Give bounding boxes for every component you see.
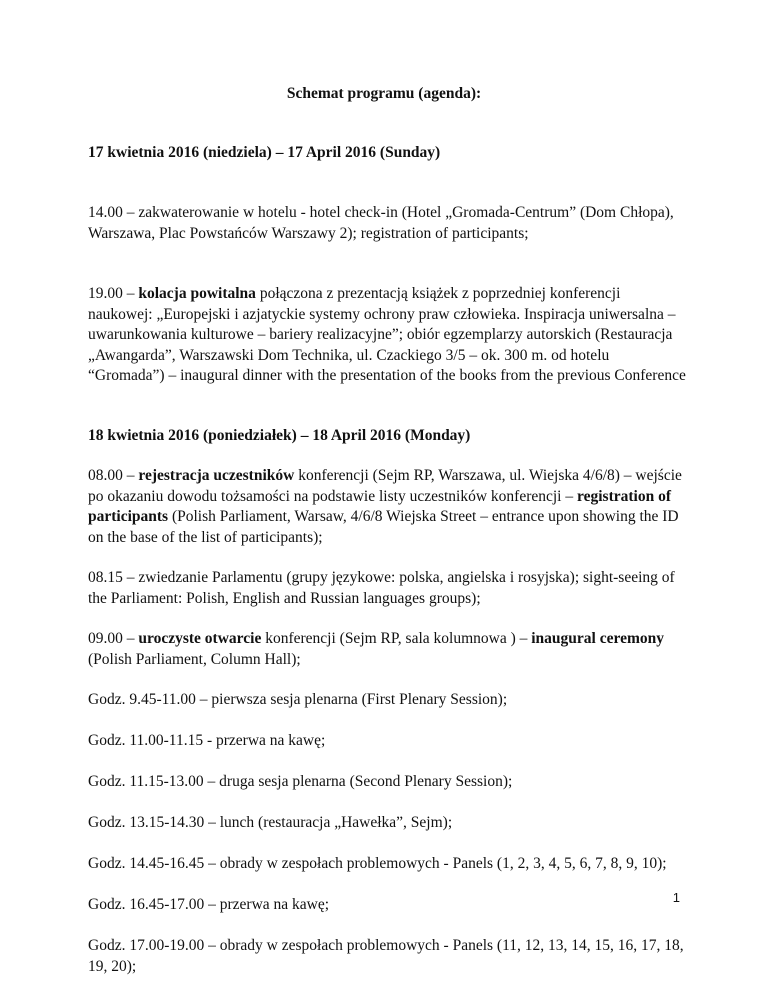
agenda-item-sightseeing: 08.15 – zwiedzanie Parlamentu (grupy językowe: polska, angielska i rosyjska); sight-seeing of the Parliament: Polish, English and Russian languages groups);: [88, 569, 675, 607]
agenda-item-registration: [88, 466, 688, 548]
schedule-item: Godz. 11.15-13.00 – druga sesja plenarna (Second Plenary Session);: [88, 773, 513, 790]
item-highlight: kolacja powitalna: [138, 285, 256, 302]
item-text: połączona z prezentacją książek z poprzedniej konferencji naukowej: „Europejski i azjatyckie systemy ochrony praw człowieka. Inspiracja uniwersalna – uwarunkowania kulturowe – bariery realizacyjne”; obiór egzemplarzy autorskich (Restauracja „Awangarda”, Warszawski Dom Technika, ul. Czackiego 3/5 – ok. 300 m. od hotelu “Gromada”) – inaugural dinner with the presentation of the books from the previous Conference: [88, 285, 686, 384]
schedule-item: Godz. 11.00-11.15 - przerwa na kawę;: [88, 732, 326, 749]
item-text: konferencji (Sejm RP, Warszawa, ul. Wiejska 4/6/8) – wejście po okazaniu dowodu tożsamości na podstawie listy uczestników konferencji –: [88, 467, 682, 505]
item-text-en: (Polish Parliament, Warsaw, 4/6/8 Wiejska Street – entrance upon showing the ID on the base of the list of participants);: [88, 508, 679, 546]
item-text: konferencji (Sejm RP, sala kolumnowa ) –: [261, 630, 532, 647]
page-number: 1: [672, 890, 680, 905]
schedule-item: Godz. 16.45-17.00 – przerwa na kawę;: [88, 896, 330, 913]
schedule-item: Godz. 17.00-19.00 – obrady w zespołach problemowych - Panels (11, 12, 13, 14, 15, 16, 17, 18, 19, 20);: [88, 937, 684, 975]
item-time: 09.00 –: [88, 630, 139, 647]
schedule-item: Godz. 9.45-11.00 – pierwsza sesja plenarna (First Plenary Session);: [88, 691, 508, 708]
day-heading-monday: 18 kwietnia 2016 (poniedziałek) – 18 April 2016 (Monday): [88, 427, 471, 444]
agenda-item-dinner: [88, 284, 688, 387]
item-time: 19.00 –: [88, 285, 139, 302]
item-highlight: uroczyste otwarcie: [138, 630, 262, 647]
item-highlight: rejestracja uczestników: [138, 467, 295, 484]
schedule-item: Godz. 14.45-16.45 – obrady w zespołach problemowych - Panels (1, 2, 3, 4, 5, 6, 7, 8, 9, 10);: [88, 855, 667, 872]
agenda-item-opening: [88, 629, 688, 670]
agenda-item-checkin: 14.00 – zakwaterowanie w hotelu - hotel check-in (Hotel „Gromada-Centrum” (Dom Chłopa), Warszawa, Plac Powstańców Warszawy 2); registration of participants;: [88, 204, 674, 242]
item-time: 08.00 –: [88, 467, 139, 484]
item-text-en: (Polish Parliament, Column Hall);: [88, 650, 301, 668]
item-highlight-en: inaugural ceremony: [531, 630, 664, 647]
item-highlight-en: registration of participants: [88, 487, 671, 525]
day-heading-sunday: 17 kwietnia 2016 (niedziela) – 17 April 2016 (Sunday): [88, 144, 441, 161]
schedule-item: Godz. 13.15-14.30 – lunch (restauracja „Hawełka”, Sejm);: [88, 814, 453, 831]
page-title: Schemat programu (agenda):: [286, 85, 482, 102]
